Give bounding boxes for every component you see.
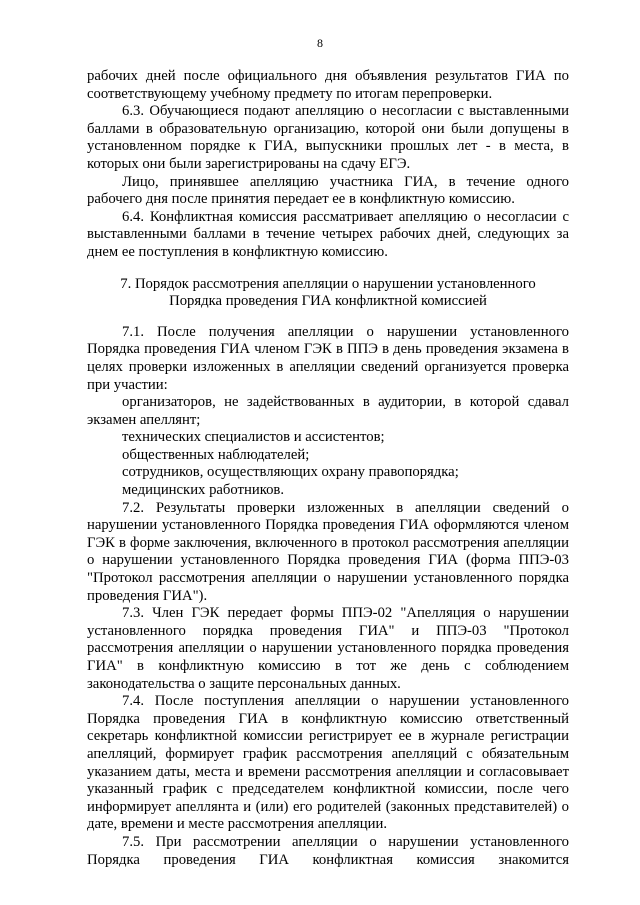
page-number: 8 xyxy=(317,36,323,50)
paragraph: рабочих дней после официального дня объявления результатов ГИА по соответствующему учебному предмету по итогам перепроверки. xyxy=(87,68,569,102)
paragraph-7-1: 7.1. После получения апелляции о нарушении установленного Порядка проведения ГИА членом ГЭК в ППЭ в день проведения экзамена в целях проверки изложенных в апелляции сведений организуется проверка при участии: xyxy=(87,323,569,393)
paragraph-7-4: 7.4. После поступления апелляции о нарушении установленного Порядка проведения ГИА в конфликтную комиссию ответственный секретарь конфликтной комиссии регистрирует ее в журнале регистрации апелляций, формирует график рассмотрения апелляций с обязательным указанием даты, места и времени рассмотрения апелляции и согласовывает указанный график с председателем конфликтной комиссии, после чего информирует апеллянта и (или) его родителей (законных представителей) о дате, времени и месте рассмотрения апелляции. xyxy=(87,693,569,833)
document-body xyxy=(87,68,569,869)
paragraph-7-5: 7.5. При рассмотрении апелляции о нарушении установленного Порядка проведения ГИА конфликтная комиссия знакомится xyxy=(87,833,569,868)
list-item: медицинских работников. xyxy=(122,482,285,499)
section-heading-line: Порядка проведения ГИА конфликтной комиссией xyxy=(169,293,487,310)
list-item: организаторов, не задействованных в аудитории, в которой сдавал экзамен апеллянт; xyxy=(87,394,569,428)
paragraph-6-4: 6.4. Конфликтная комиссия рассматривает апелляцию о несогласии с выставленными баллами в течение четырех рабочих дней, следующих за днем ее поступления в конфликтную комиссию. xyxy=(87,208,569,260)
paragraph: Лицо, принявшее апелляцию участника ГИА, в течение одного рабочего дня после принятия передает ее в конфликтную комиссию. xyxy=(87,173,569,208)
paragraph-6-3: 6.3. Обучающиеся подают апелляцию о несогласии с выставленными баллами в образовательную организацию, которой они были допущены в установленном порядке к ГИА, выпускники прошлых лет - в места, в которых они были зарегистрированы на сдачу ЕГЭ. xyxy=(87,103,569,172)
paragraph-7-3: 7.3. Член ГЭК передает формы ППЭ-02 "Апелляция о нарушении установленного порядка проведения ГИА" и ППЭ-03 "Протокол рассмотрения апелляции о нарушении установленного порядка проведения ГИА" в конфликтную комиссию в тот же день с соблюдением законодательства о защите персональных данных. xyxy=(87,605,569,692)
section-heading-7 xyxy=(87,276,569,311)
list-item: общественных наблюдателей; xyxy=(122,446,310,463)
paragraph-7-2: 7.2. Результаты проверки изложенных в апелляции сведений о нарушении установленного Порядка проведения ГИА оформляются членом ГЭК в форме заключения, включенного в протокол рассмотрения апелляции о нарушении установленного Порядка проведения ГИА (форма ППЭ-03 "Протокол рассмотрения апелляции о нарушении установленного порядка проведения ГИА"). xyxy=(87,499,569,604)
list-item: технических специалистов и ассистентов; xyxy=(122,429,385,446)
section-heading-line: 7. Порядок рассмотрения апелляции о нарушении установленного xyxy=(120,275,536,292)
list-item: сотрудников, осуществляющих охрану правопорядка; xyxy=(122,464,459,481)
